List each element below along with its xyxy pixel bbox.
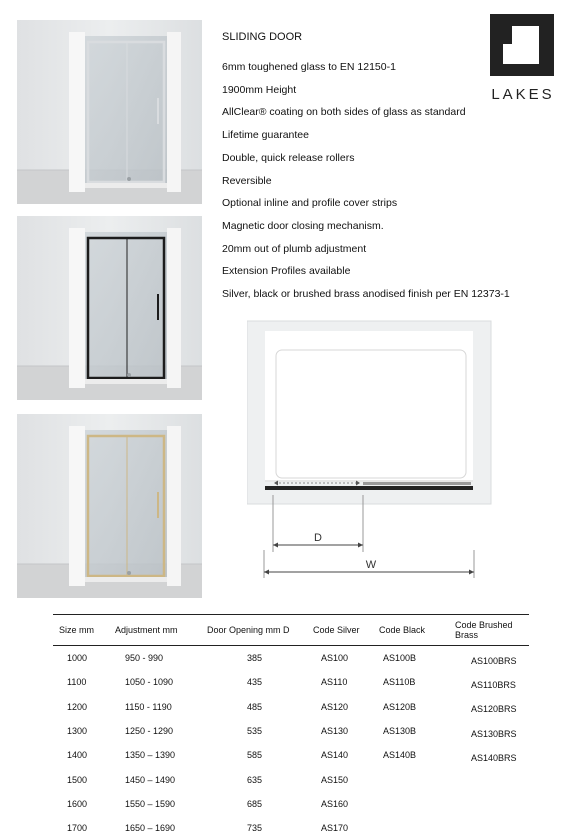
table-cell: AS140B (383, 750, 417, 761)
logo-wordmark: LAKES (491, 86, 555, 103)
table-cell: 1000 (67, 653, 88, 664)
list-item: Extension Profiles available (222, 265, 351, 278)
table-cell: 635 (247, 774, 263, 785)
list-item: 6mm toughened glass to EN 12150-1 (222, 61, 396, 73)
page-title: SLIDING DOOR (222, 31, 303, 43)
column-header: Door Opening mm D (201, 615, 307, 646)
table-cell (449, 792, 529, 816)
table-cell: AS130BRS (471, 728, 517, 739)
column-header: Code Silver (307, 615, 373, 646)
table-cell (373, 792, 449, 816)
table-row (53, 670, 529, 694)
table-cell: 585 (247, 750, 263, 761)
list-item: 20mm out of plumb adjustment (222, 242, 367, 255)
table-cell: 1650 – 1690 (125, 823, 176, 834)
table-cell: AS100B (383, 653, 417, 664)
table-cell: AS160 (321, 798, 349, 809)
table-row (53, 743, 529, 767)
table-row (53, 695, 529, 719)
table-cell: 1700 (67, 823, 88, 834)
table-cell: 1050 - 1090 (125, 677, 174, 688)
dimension-label-d: D (314, 532, 322, 544)
table-cell: 735 (247, 823, 263, 834)
door-diagram (247, 320, 497, 582)
product-photo-black (17, 216, 202, 400)
table-cell: 435 (247, 677, 263, 688)
table-cell (373, 767, 449, 791)
column-header: Size mm (53, 615, 109, 646)
table-cell: 1600 (67, 798, 88, 809)
table-cell: AS110B (383, 677, 416, 688)
table-row (53, 767, 529, 791)
dimension-label-w: W (365, 559, 377, 571)
table-cell: 1550 – 1590 (125, 798, 176, 809)
list-item: Lifetime guarantee (222, 129, 309, 142)
spec-table (53, 614, 529, 840)
table-cell: AS100BRS (471, 655, 517, 666)
table-cell (373, 816, 449, 840)
list-item: Optional inline and profile cover strips (222, 197, 398, 210)
table-cell: 535 (247, 726, 263, 737)
table-cell: 1100 (67, 677, 87, 688)
feature-list (222, 56, 510, 306)
table-row (53, 792, 529, 816)
table-cell: 385 (247, 653, 263, 664)
table-cell (449, 767, 529, 791)
table-row (53, 719, 529, 743)
column-header: Adjustment mm (109, 615, 201, 646)
list-item: Reversible (222, 174, 272, 187)
table-cell: AS150 (321, 774, 349, 785)
table-cell: AS140 (321, 750, 349, 761)
table-cell: AS100 (321, 653, 349, 664)
list-item: Magnetic door closing mechanism. (222, 219, 384, 232)
product-photo-brushed-brass (17, 414, 202, 598)
table-cell: 1500 (67, 774, 88, 785)
table-cell: 1250 - 1290 (125, 726, 174, 737)
table-cell: AS110BRS (471, 679, 516, 690)
table-cell: 950 - 990 (125, 653, 164, 664)
table-cell: AS120BRS (471, 704, 517, 715)
table-row (53, 646, 529, 671)
list-item: 1900mm Height (222, 83, 297, 96)
table-cell: AS120B (383, 701, 417, 712)
table-cell: AS130B (383, 726, 417, 737)
table-cell: AS170 (321, 823, 349, 834)
table-cell: 485 (247, 701, 263, 712)
table-cell: 1200 (67, 701, 88, 712)
table-cell: 1350 – 1390 (125, 750, 176, 761)
table-cell: 1300 (67, 726, 88, 737)
column-header: Code Black (373, 615, 449, 646)
table-cell (449, 816, 529, 840)
list-item: Silver, black or brushed brass anodised finish per EN 12373-1 (222, 288, 510, 301)
table-cell: 1150 - 1190 (125, 701, 172, 712)
table-cell: AS110 (321, 677, 348, 688)
table-cell: 1450 – 1490 (125, 774, 176, 785)
table-cell: AS130 (321, 726, 349, 737)
list-item: AllClear® coating on both sides of glass as standard (222, 106, 466, 119)
table-cell: 1400 (67, 750, 88, 761)
product-photo-silver (17, 20, 202, 204)
table-cell: AS120 (321, 701, 349, 712)
table-cell: 685 (247, 798, 263, 809)
column-header: Code Brushed Brass (449, 615, 529, 646)
table-row (53, 816, 529, 840)
table-cell: AS140BRS (471, 752, 517, 763)
table-header-row (53, 615, 529, 646)
list-item: Double, quick release rollers (222, 151, 355, 164)
